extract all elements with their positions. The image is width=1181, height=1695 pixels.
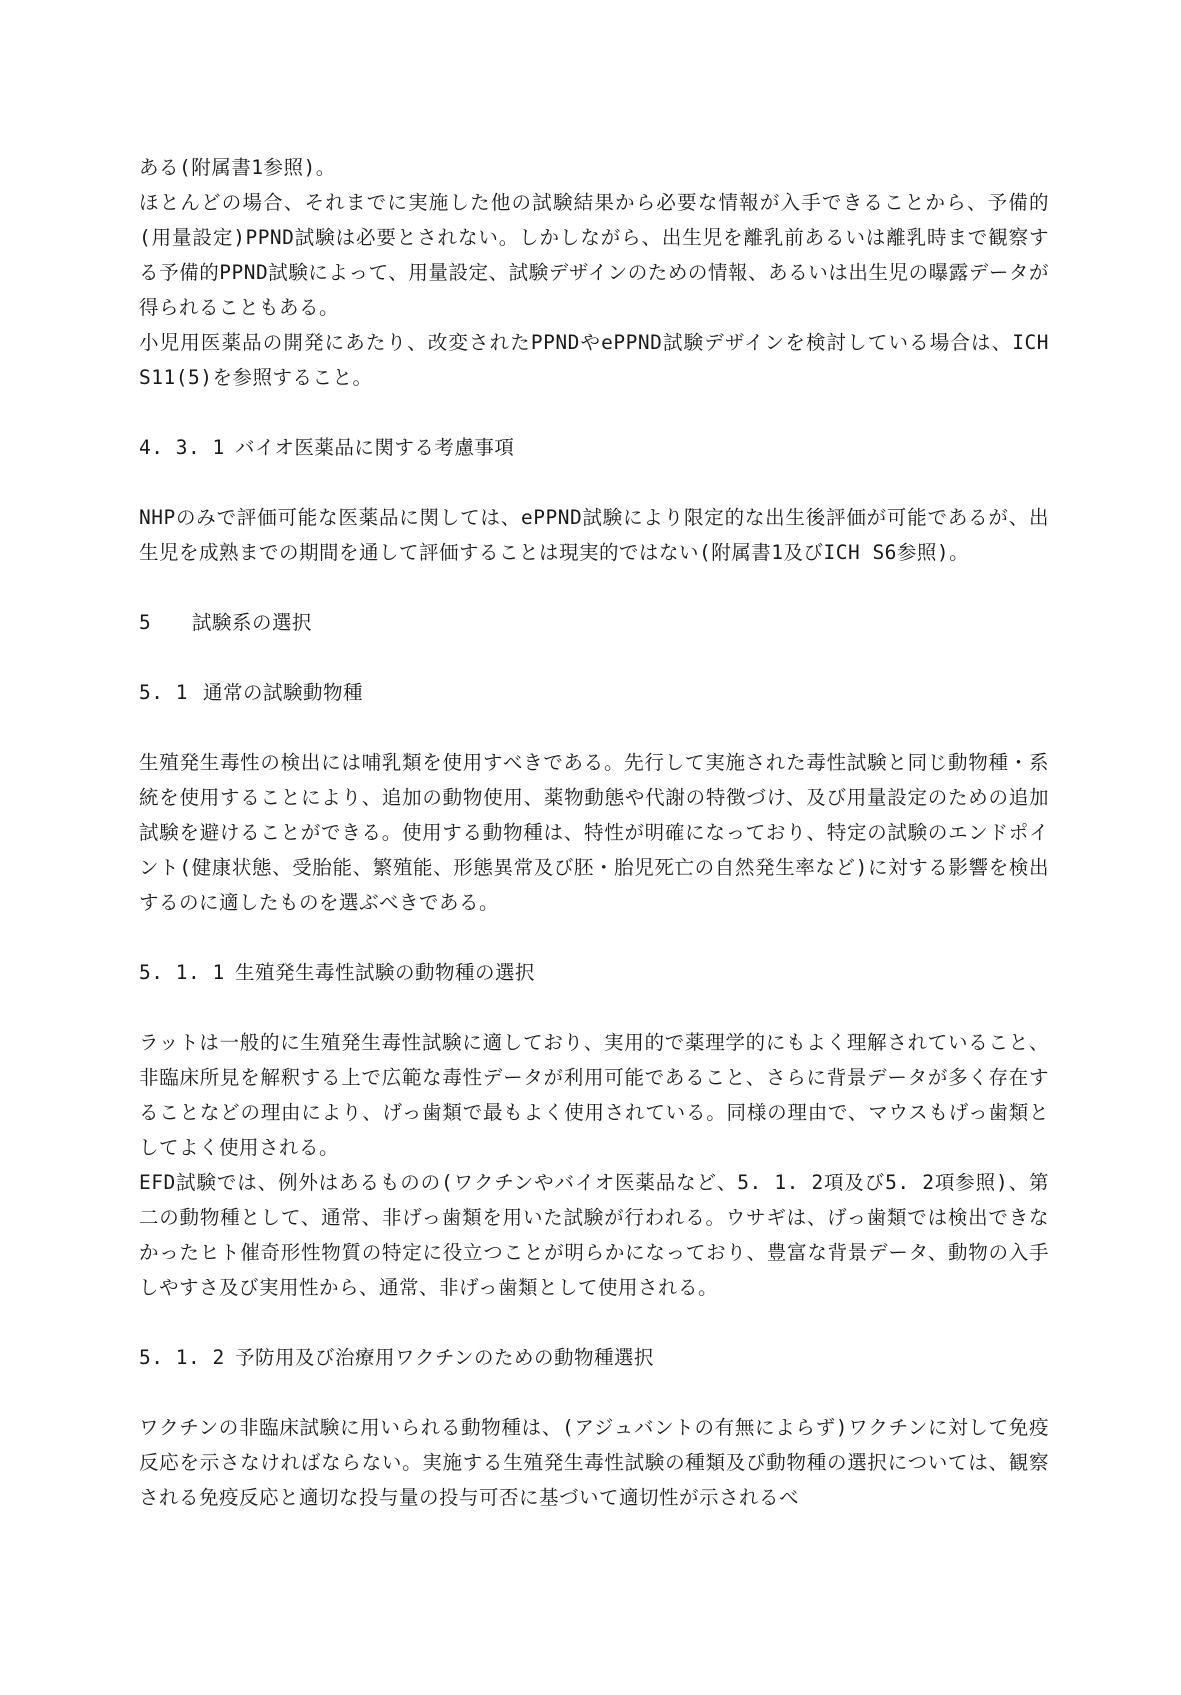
- paragraph-rat: ラットは一般的に生殖発生毒性試験に適しており、実用的で薬理学的にもよく理解されていること、非臨床所見を解釈する上で広範な毒性データが利用可能であること、さらに背景データが多く存在することなどの理由により、げっ歯類で最もよく使用されている。同様の理由で、マウスもげっ歯類としてよく使用される。: [139, 1031, 1049, 1159]
- spacer: [139, 570, 1049, 605]
- paragraph-biologics: NHPのみで評価可能な医薬品に関しては、ePPND試験により限定的な出生後評価が可能であるが、出生児を成熟までの期間を通して評価することは現実的ではない(附属書1及びICH S6参照)。: [139, 506, 1049, 564]
- paragraph-pilot-ppnd: ほとんどの場合、それまでに実施した他の試験結果から必要な情報が入手できることから、予備的(用量設定)PPND試験は必要とされない。しかしながら、出生児を離乳前あるいは離乳時まで観察する予備的PPND試験によって、用量設定、試験デザインのための情報、あるいは出生児の曝露データが得られることもある。: [139, 191, 1049, 319]
- spacer: [139, 465, 1049, 500]
- heading-5-1-2: [139, 1340, 1049, 1375]
- heading-number: 4. 3. 1: [139, 436, 225, 459]
- heading-5: [139, 605, 1049, 640]
- heading-title: 予防用及び治療用ワクチンのための動物種選択: [235, 1346, 655, 1369]
- heading-title: 試験系の選択: [192, 611, 313, 634]
- paragraph-vaccine: ワクチンの非臨床試験に用いられる動物種は、(アジュバントの有無によらず)ワクチンに対して免疫反応を示さなければならない。実施する生殖発生毒性試験の種類及び動物種の選択については、観察される免疫反応と適切な投与量の投与可否に基づいて適切性が示されるべ: [139, 1416, 1049, 1509]
- spacer: [139, 1305, 1049, 1340]
- spacer: [139, 990, 1049, 1025]
- heading-number: 5. 1. 2: [139, 1346, 225, 1369]
- spacer: [139, 920, 1049, 955]
- heading-number: 5. 1. 1: [139, 961, 225, 984]
- heading-5-1-1: [139, 955, 1049, 990]
- paragraph-pediatric: 小児用医薬品の開発にあたり、改変されたPPNDやePPND試験デザインを検討している場合は、ICH S11(5)を参照すること。: [139, 331, 1049, 389]
- paragraph-mammals: 生殖発生毒性の検出には哺乳類を使用すべきである。先行して実施された毒性試験と同じ動物種・系統を使用することにより、追加の動物使用、薬物動態や代謝の特徴づけ、及び用量設定のための追加試験を避けることができる。使用する動物種は、特性が明確になっており、特定の試験のエンドポイント(健康状態、受胎能、繁殖能、形態異常及び胚・胎児死亡の自然発生率など)に対する影響を検出するのに適したものを選ぶべきである。: [139, 751, 1049, 914]
- heading-title: 通常の試験動物種: [203, 681, 364, 704]
- heading-number: 5. 1: [139, 681, 188, 704]
- paragraph-intro-end: ある(附属書1参照)。: [139, 156, 336, 179]
- spacer: [139, 640, 1049, 675]
- heading-4-3-1: [139, 430, 1049, 465]
- spacer: [139, 395, 1049, 430]
- heading-number: 5: [139, 611, 152, 634]
- spacer: [139, 710, 1049, 745]
- heading-title: 生殖発生毒性試験の動物種の選択: [235, 961, 536, 984]
- paragraph-efd: EFD試験では、例外はあるものの(ワクチンやバイオ医薬品など、5. 1. 2項及び5. 2項参照)、第二の動物種として、通常、非げっ歯類を用いた試験が行われる。ウサギは、げっ歯類では検出できなかったヒト催奇形性物質の特定に役立つことが明らかになっており、豊富な背景データ、動物の入手しやすさ及び実用性から、通常、非げっ歯類として使用される。: [139, 1171, 1049, 1299]
- heading-5-1: [139, 675, 1049, 710]
- document-page: [139, 150, 1049, 1515]
- heading-title: バイオ医薬品に関する考慮事項: [235, 436, 515, 459]
- spacer: [139, 1375, 1049, 1410]
